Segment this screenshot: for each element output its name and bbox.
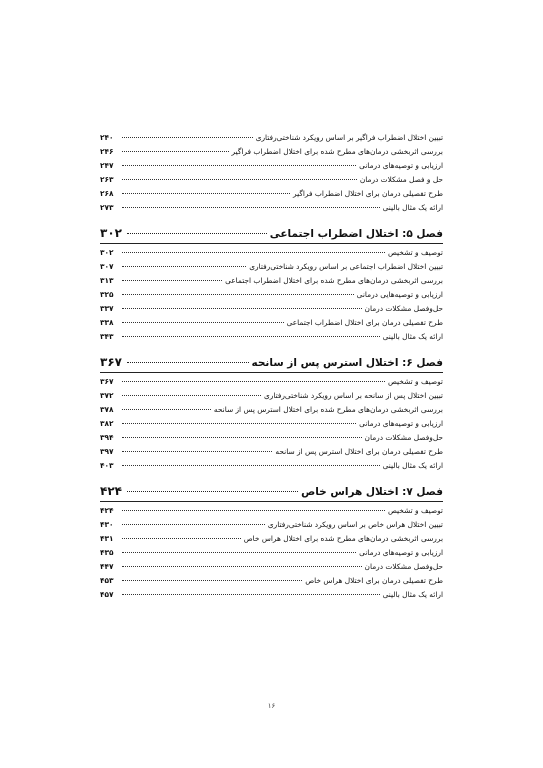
- toc-entry[interactable]: [100, 504, 443, 518]
- chapter-title: فصل ۵: اختلال اضطراب اجتماعی: [269, 228, 443, 240]
- toc-entry-title: حل‌وفصل مشکلات درمان: [364, 304, 443, 313]
- toc-entry[interactable]: [100, 145, 443, 159]
- toc-entry-page-number: ۴۵۳: [100, 576, 114, 585]
- toc-entry[interactable]: [100, 403, 443, 417]
- toc-entry-page-number: ۴۰۳: [100, 461, 114, 470]
- toc-entry[interactable]: [100, 187, 443, 201]
- page-number: ۱۶: [267, 702, 276, 710]
- toc-entry[interactable]: [100, 246, 443, 260]
- toc-entry-page-number: ۳۱۳: [100, 276, 114, 285]
- toc-entry-title: ارزیابی و توصیه‌های درمانی: [359, 161, 443, 170]
- toc-entry-page-number: ۳۲۵: [100, 290, 114, 299]
- leader-dots: [122, 336, 380, 337]
- leader-dots: [122, 409, 211, 410]
- toc-entry-title: طرح تفصیلی درمان برای اختلال استرس پس از سانحه: [275, 447, 443, 456]
- leader-dots: [122, 294, 354, 295]
- toc-entry-title: حل‌وفصل مشکلات درمان: [364, 562, 443, 571]
- toc-entry-page-number: ۳۹۷: [100, 447, 114, 456]
- toc-entry-page-number: ۳۷۲: [100, 391, 114, 400]
- toc-entry-title: توصیف و تشخیص: [387, 506, 443, 515]
- leader-dots: [122, 207, 380, 208]
- toc-entry-page-number: ۲۶۳: [100, 175, 114, 184]
- toc-entry-page-number: ۳۰۷: [100, 262, 114, 271]
- toc-entry-page-number: ۴۳۵: [100, 548, 114, 557]
- chapter-heading[interactable]: [100, 481, 443, 502]
- toc-entry[interactable]: [100, 431, 443, 445]
- leader-dots: [122, 266, 246, 267]
- chapter-heading[interactable]: [100, 352, 443, 373]
- toc-entry-title: بررسی اثربخشی درمان‌های مطرح شده برای اختلال اضطراب فراگیر: [231, 147, 443, 156]
- toc-entry-title: تبیین اختلال پس از سانحه بر اساس رویکرد شناختی‌رفتاری: [263, 391, 443, 400]
- toc-entry-page-number: ۲۴۶: [100, 147, 114, 156]
- leader-dots: [122, 423, 356, 424]
- toc-entry-page-number: ۴۳۰: [100, 520, 114, 529]
- toc-entry-page-number: ۳۰۲: [100, 248, 114, 257]
- toc-entry-page-number: ۴۲۴: [100, 506, 114, 515]
- toc-entry-page-number: ۴۴۷: [100, 562, 114, 571]
- toc-entry[interactable]: [100, 288, 443, 302]
- leader-dots: [122, 594, 380, 595]
- chapter-page-number: ۳۰۲: [100, 226, 122, 240]
- toc-entry-title: طرح تفصیلی درمان برای اختلال هراس خاص: [305, 576, 443, 585]
- toc-entry[interactable]: [100, 417, 443, 431]
- leader-dots: [122, 580, 302, 581]
- toc-entry-page-number: ۳۳۷: [100, 304, 114, 313]
- leader-dots: [122, 381, 385, 382]
- leader-dots: [122, 510, 385, 511]
- toc-entry-page-number: ۳۷۸: [100, 405, 114, 414]
- toc-entry-title: تبیین اختلال اضطراب فراگیر بر اساس رویکرد شناختی‌رفتاری: [255, 133, 443, 142]
- toc-entry-title: ارائه یک مثال بالینی: [382, 203, 443, 212]
- leader-dots: [122, 395, 261, 396]
- toc-entry-title: حل و فصل مشکلات درمان: [359, 175, 443, 184]
- toc-entry-title: ارزیابی و توصیه‌هایی درمانی: [356, 290, 443, 299]
- leader-dots: [122, 151, 229, 152]
- toc-entry-page-number: ۴۵۷: [100, 590, 114, 599]
- leader-dots: [122, 193, 290, 194]
- leader-dots: [122, 280, 222, 281]
- toc-entry-title: تبیین اختلال اضطراب اجتماعی بر اساس رویکرد شناختی‌رفتاری: [249, 262, 443, 271]
- toc-entry-title: تبیین اختلال هراس خاص بر اساس رویکرد شناختی‌رفتاری: [267, 520, 443, 529]
- toc-entry-title: توصیف و تشخیص: [387, 248, 443, 257]
- chapter-page-number: ۴۲۴: [100, 484, 122, 498]
- leader-dots: [122, 179, 357, 180]
- toc-entry[interactable]: [100, 574, 443, 588]
- toc-entry[interactable]: [100, 330, 443, 344]
- toc-entry-title: طرح تفصیلی درمان برای اختلال اضطراب اجتماعی: [286, 318, 443, 327]
- leader-dots: [127, 233, 267, 234]
- toc-entry-title: ارزیابی و توصیه‌های درمانی: [359, 548, 443, 557]
- toc-entry-page-number: ۳۶۷: [100, 377, 114, 386]
- leader-dots: [122, 252, 385, 253]
- toc-entry-title: طرح تفصیلی درمان برای اختلال اضطراب فراگیر: [293, 189, 443, 198]
- toc-entry-title: بررسی اثربخشی درمان‌های مطرح شده برای اختلال اضطراب اجتماعی: [225, 276, 443, 285]
- chapter-title: فصل ۷: اختلال هراس خاص: [301, 486, 443, 498]
- leader-dots: [122, 322, 284, 323]
- chapter-heading[interactable]: [100, 223, 443, 244]
- toc-entry[interactable]: [100, 532, 443, 546]
- toc-entry[interactable]: [100, 201, 443, 215]
- toc-entry-title: توصیف و تشخیص: [387, 377, 443, 386]
- toc-entry[interactable]: [100, 131, 443, 145]
- toc-entry-title: ارائه یک مثال بالینی: [382, 332, 443, 341]
- leader-dots: [122, 552, 356, 553]
- toc-entry[interactable]: [100, 560, 443, 574]
- toc-entry[interactable]: [100, 588, 443, 602]
- toc-entry[interactable]: [100, 445, 443, 459]
- toc-entry[interactable]: [100, 260, 443, 274]
- leader-dots: [122, 538, 241, 539]
- toc-entry-title: بررسی اثربخشی درمان‌های مطرح شده برای اختلال استرس پس از سانحه: [213, 405, 443, 414]
- toc-entry-page-number: ۲۴۰: [100, 133, 114, 142]
- toc-entry-title: ارزیابی و توصیه‌های درمانی: [359, 419, 443, 428]
- leader-dots: [122, 165, 356, 166]
- toc-entry-page-number: ۳۹۴: [100, 433, 114, 442]
- toc-entry-page-number: ۳۳۸: [100, 318, 114, 327]
- toc-entry[interactable]: [100, 316, 443, 330]
- toc-entry-title: حل‌وفصل مشکلات درمان: [364, 433, 443, 442]
- leader-dots: [127, 491, 298, 492]
- leader-dots: [122, 524, 265, 525]
- toc-entry[interactable]: [100, 375, 443, 389]
- toc-entry[interactable]: [100, 173, 443, 187]
- toc-entry-page-number: ۲۷۳: [100, 203, 114, 212]
- leader-dots: [122, 437, 362, 438]
- chapter-title: فصل ۶: اختلال استرس پس از سانحه: [251, 357, 443, 369]
- toc-entry[interactable]: [100, 389, 443, 403]
- toc-entry-title: بررسی اثربخشی درمان‌های مطرح شده برای اختلال هراس خاص: [243, 534, 443, 543]
- toc-entry-page-number: ۲۶۸: [100, 189, 114, 198]
- leader-dots: [122, 465, 380, 466]
- toc-entry-page-number: ۳۴۳: [100, 332, 114, 341]
- toc-entry-title: ارائه یک مثال بالینی: [382, 590, 443, 599]
- toc-entry-page-number: ۴۳۱: [100, 534, 114, 543]
- toc-entry[interactable]: [100, 159, 443, 173]
- leader-dots: [127, 362, 249, 363]
- toc-entry[interactable]: [100, 546, 443, 560]
- toc-entry[interactable]: [100, 274, 443, 288]
- toc-entry-title: ارائه یک مثال بالینی: [382, 461, 443, 470]
- toc-entry-page-number: ۳۸۲: [100, 419, 114, 428]
- toc-entry[interactable]: [100, 459, 443, 473]
- leader-dots: [122, 308, 362, 309]
- toc-entry[interactable]: [100, 518, 443, 532]
- leader-dots: [122, 566, 362, 567]
- leader-dots: [122, 137, 253, 138]
- toc-entry[interactable]: [100, 302, 443, 316]
- toc-entry-page-number: ۲۴۷: [100, 161, 114, 170]
- chapter-page-number: ۳۶۷: [100, 355, 122, 369]
- leader-dots: [122, 451, 272, 452]
- table-of-contents: [100, 131, 443, 602]
